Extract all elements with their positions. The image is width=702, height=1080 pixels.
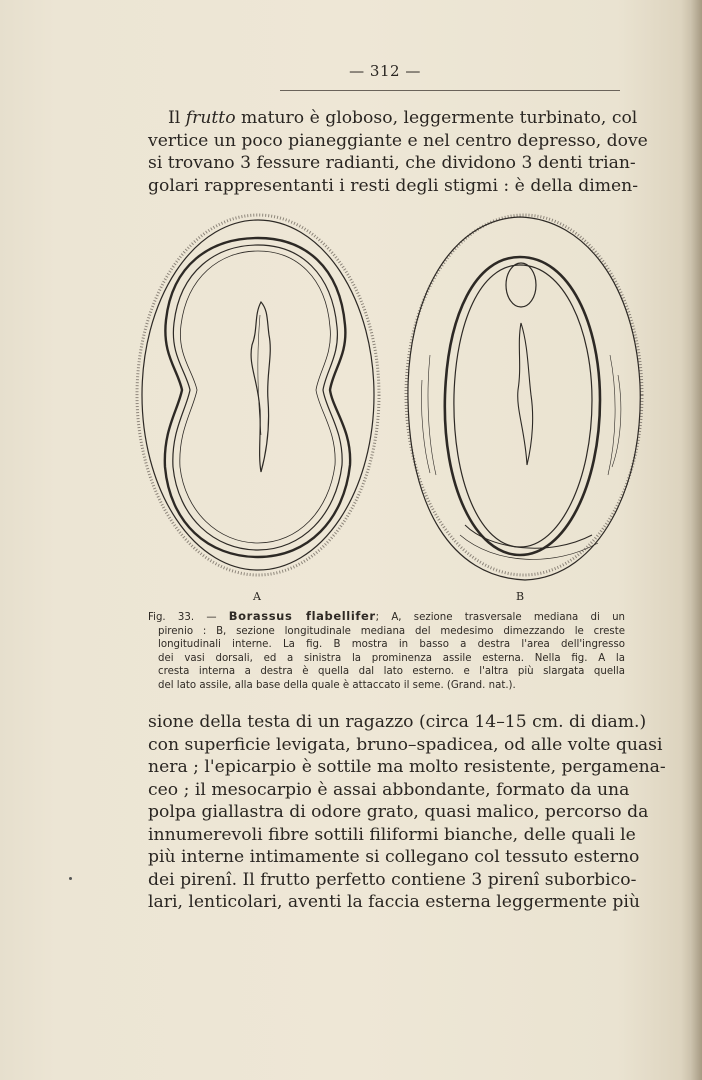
bottom-paragraph [148,711,666,914]
page-edge-shadow [690,0,702,1080]
caption-line: pirenio : B, sezione longitudinale mediana del medesimo dimezzando le creste [158,625,625,637]
paragraph-line: Il frutto maturo è globoso, leggermente turbinato, col [168,108,638,128]
caption-line: Fig. 33. — Borassus flabellifer; A, sezione trasversale mediana di un [148,609,625,623]
caption-line: dei vasi dorsali, ed a sinistra la prominenza assile esterna. Nella fig. A la [158,652,625,664]
italic-term-frutto: frutto [185,108,236,128]
paragraph-line: si trovano 3 fessure radianti, che dividono 3 denti trian- [148,153,636,173]
figure-a-section [137,215,379,575]
caption-line: cresta interna a destra è quella dal lato esterno. e l'altra più slargata quella [158,666,625,678]
paragraph-line: innumerevoli fibre sottili filiformi bianche, delle quali le [148,824,636,845]
page-number: — 312 — [349,62,421,80]
figure-b-label: B [516,590,526,603]
caption-line: longitudinali interne. La fig. B mostra in basso a destra l'area dell'ingresso [158,639,625,651]
caption-line: del lato assile, alla base della quale è attaccato il seme. (Grand. nat.). [158,679,516,691]
paragraph-line: sione della testa di un ragazzo (circa 14–15 cm. di diam.) [148,712,647,732]
botanical-figure [130,205,650,605]
figure-caption [148,610,625,693]
figure-number: Fig. 33. — [148,612,229,623]
paragraph-line: più interne intimamente si collegano col tessuto esterno [148,847,640,867]
paragraph-line: vertice un poco pianeggiante e nel centro depresso, dove [148,130,648,151]
paragraph-line: dei pirenî. Il frutto perfetto contiene 3 pirenî suborbico- [148,869,637,890]
paragraph-line: nera ; l'epicarpio è sottile ma molto resistente, pergamena- [148,757,666,777]
paragraph-line: golari rappresentanti i resti degli stigmi : è della dimen- [148,175,639,196]
paragraph-line: con superficie levigata, bruno–spadicea, od alle volte quasi [148,734,663,755]
figure-a-label: A [253,590,262,603]
top-paragraph [148,107,648,197]
paragraph-line: lari, lenticolari, aventi la faccia esterna leggermente più [148,892,641,912]
paragraph-line: ceo ; il mesocarpio è assai abbondante, formato da una [148,779,630,800]
header-rule [280,90,620,91]
figure-b-section [406,215,642,580]
paper-speck [69,877,72,880]
paragraph-line: polpa giallastra di odore grato, quasi malico, percorso da [148,802,649,822]
species-name: Borassus flabellifer [228,609,376,623]
